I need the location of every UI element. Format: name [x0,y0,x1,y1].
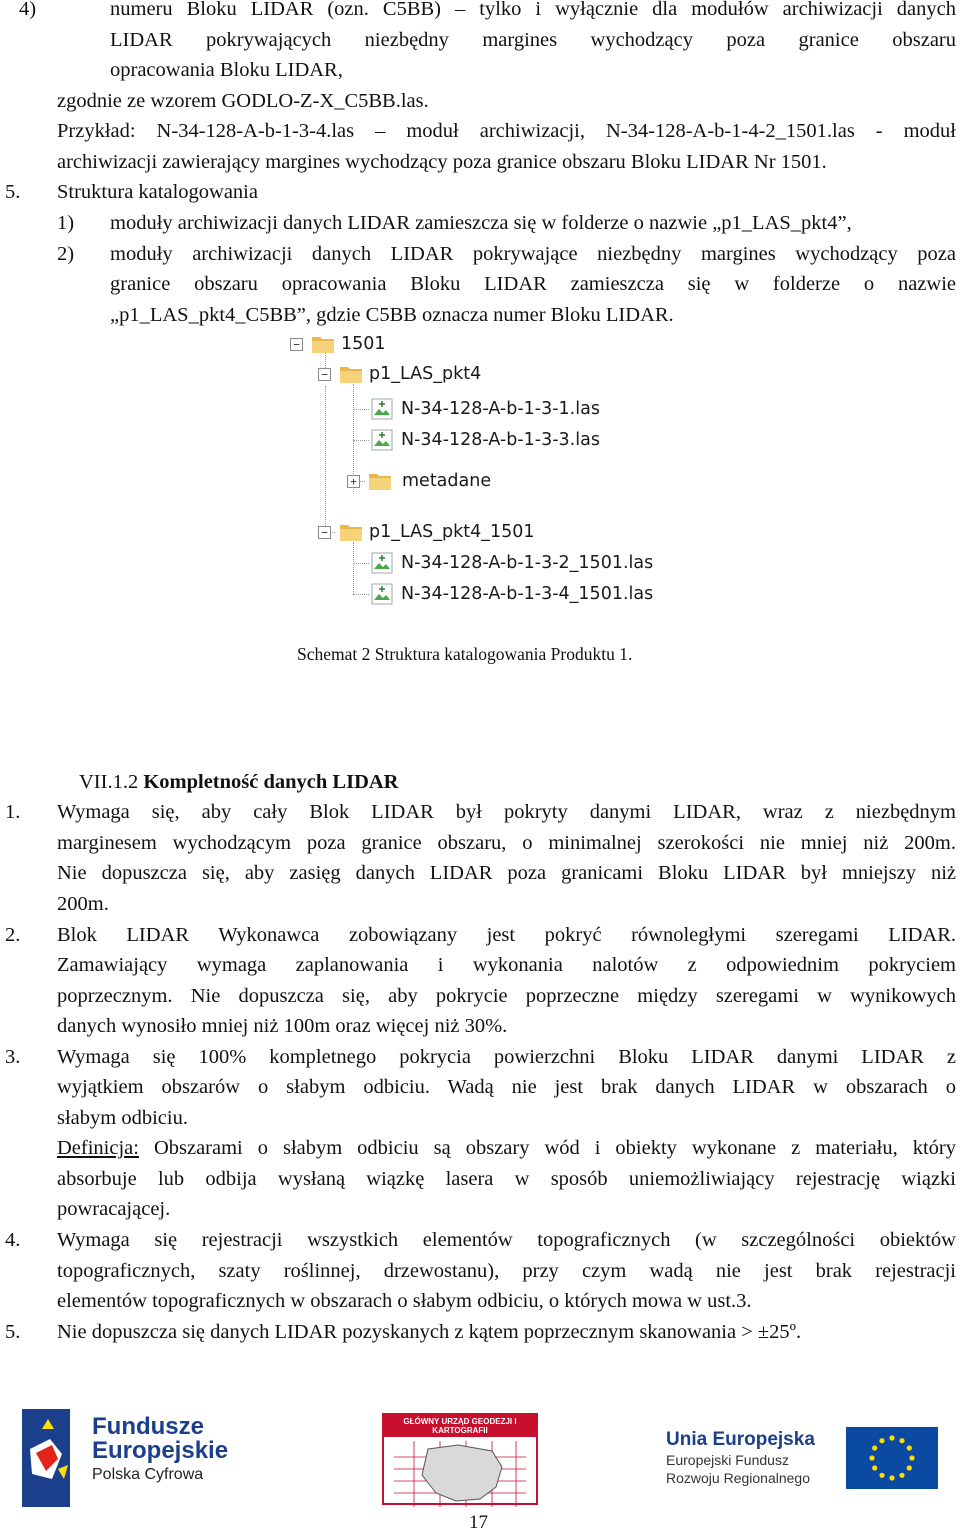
tree-node-root[interactable]: − 1501 [290,332,386,356]
expand-icon[interactable]: + [347,475,360,488]
text-line: Wymaga się rejestracji wszystkich elementów topograficznych (w szczególności obiektów [57,1229,956,1251]
item-number: 5. [5,1321,21,1343]
las-file-icon [371,398,393,420]
tree-node-folder[interactable]: − p1_LAS_pkt4_1501 [318,520,535,544]
text-line: opracowania Bloku LIDAR, [110,59,343,81]
item-number: 1. [5,801,21,823]
text-line: archiwizacji zawierający margines wychodzący poza granice obszaru Bloku LIDAR Nr 1501. [57,151,827,173]
definition-line [57,1133,956,1163]
text-line: granice obszaru opracowania Bloku LIDAR zamieszcza się w folderze o nazwie [110,273,956,295]
folder-icon [311,334,335,354]
eu-star [899,1438,904,1443]
section-title: Kompletność danych LIDAR [143,771,399,793]
text-line: absorbuje lub odbija wysłaną wiązkę lasera w sposób uniemożliwiający rejestrację wiązki [57,1168,956,1190]
text-line: marginesem wychodzącym poza granice obszaru, o minimalnej szerokości nie mniej niż 200m. [57,832,956,854]
footer-logos [0,1405,960,1515]
text-line: Nie dopuszcza się danych LIDAR pozyskanych z kątem poprzecznym skanowania > ±25º. [57,1321,802,1343]
fe-star-icon [22,1409,82,1507]
item-number: 4. [5,1229,21,1251]
tree-node-folder[interactable]: + metadane [347,469,491,493]
las-file-icon [371,429,393,451]
folder-icon [339,364,363,384]
folder-tree-figure [285,330,665,620]
text-line: elementów topograficznych w obszarach o słabym odbiciu, o których mowa w ust.3. [57,1290,752,1312]
collapse-icon[interactable]: − [318,368,331,381]
text-line: Zamawiający wymaga zaplanowania i wykonania nalotów z odpowiednim pokryciem [57,954,956,976]
fe-line: Europejskie [92,1437,229,1464]
poland-map-icon [384,1437,536,1509]
eu-star [907,1465,912,1470]
section-heading [79,767,398,797]
eu-star [879,1438,884,1443]
ue-line: Rozwoju Regionalnego [666,1470,810,1486]
tree-node-file[interactable]: N-34-128-A-b-1-3-4_1501.las [371,582,653,606]
eu-star [889,1435,894,1440]
section-number: VII.1.2 [79,771,139,793]
page-number: 17 [469,1512,488,1533]
text-line: Przykład: N-34-128-A-b-1-3-4.las – moduł archiwizacji, N-34-128-A-b-1-4-2_1501.las - moduł [57,120,956,142]
text-line: topograficznych, szaty roślinnej, drzewostanu), przy czym wadą nie jest brak rejestracji [57,1260,956,1282]
item-number: 2. [5,924,21,946]
item-number: 3. [5,1046,21,1068]
eu-star [909,1455,914,1460]
text-line: powracającej. [57,1198,171,1220]
las-file-icon [371,552,393,574]
eu-star [879,1473,884,1478]
text-line: Obszarami o słabym odbiciu są obszary wód i obiekty wykonane z materiału, który [138,1137,956,1159]
definition-label: Definicja: [57,1137,139,1159]
text-line: moduły archiwizacji danych LIDAR pokrywające niezbędny margines wychodzący poza [110,243,956,265]
fundusze-europejskie-logo [22,1409,242,1509]
text-line: Wymaga się, aby cały Blok LIDAR był pokryty danymi LIDAR, wraz z niezbędnym [57,801,956,823]
text-line: numeru Bloku LIDAR (ozn. C5BB) – tylko i wyłącznie dla modułów archiwizacji danych [110,0,956,20]
eu-star [907,1445,912,1450]
item-number: 2) [57,243,75,265]
text-line: Blok LIDAR Wykonawca zobowiązany jest pokryć równoległymi szeregami LIDAR. [57,924,956,946]
text-line: danych wynosiło mniej niż 100m oraz więcej niż 30%. [57,1015,508,1037]
figure-caption: Schemat 2 Struktura katalogowania Produktu 1. [297,644,633,664]
eu-star [872,1445,877,1450]
text-line: Nie dopuszcza się, aby zasięg danych LIDAR poza granicami Bloku LIDAR był mniejszy niż [57,862,956,884]
item-number: 4) [19,0,37,20]
unia-europejska-logo [666,1427,938,1497]
eu-star [869,1455,874,1460]
tree-node-file[interactable]: N-34-128-A-b-1-3-3.las [371,428,600,452]
eu-star [899,1473,904,1478]
ue-line: Unia Europejska [666,1429,815,1450]
text-line: słabym odbiciu. [57,1107,188,1129]
las-file-icon [371,583,393,605]
text-line: 200m. [57,893,109,915]
collapse-icon[interactable]: − [318,526,331,539]
text-line: moduły archiwizacji danych LIDAR zamieszcza się w folderze o nazwie „p1_LAS_pkt4”, [110,212,852,234]
gugik-text: GŁÓWNY URZĄD GEODEZJI I KARTOGRAFII [384,1415,536,1437]
tree-node-folder[interactable]: − p1_LAS_pkt4 [318,362,481,386]
item-number: 1) [57,212,75,234]
text-line: zgodnie ze wzorem GODLO-Z-X_C5BB.las. [57,90,429,112]
gugik-logo [382,1413,538,1505]
text-line: poprzecznym. Nie dopuszcza się, aby pokrycie poprzeczne między szeregami w wynikowych [57,985,956,1007]
item-number: 5. [5,181,21,203]
folder-icon [339,522,363,542]
text-line: Wymaga się 100% kompletnego pokrycia powierzchni Bloku LIDAR danymi LIDAR z [57,1046,956,1068]
collapse-icon[interactable]: − [290,338,303,351]
tree-node-file[interactable]: N-34-128-A-b-1-3-2_1501.las [371,551,653,575]
tree-node-file[interactable]: N-34-128-A-b-1-3-1.las [371,397,600,421]
folder-icon [368,471,392,491]
eu-star [872,1465,877,1470]
text-line: „p1_LAS_pkt4_C5BB”, gdzie C5BB oznacza numer Bloku LIDAR. [110,304,674,326]
ue-line: Europejski Fundusz [666,1452,789,1468]
text-line: LIDAR pokrywających niezbędny margines wychodzący poza granice obszaru [110,29,956,51]
text-line: wyjątkiem obszarów o słabym odbiciu. Wadą nie jest brak danych LIDAR w obszarach o [57,1076,956,1098]
eu-star [889,1475,894,1480]
section-title: Struktura katalogowania [57,181,258,203]
fe-line: Fundusze [92,1413,204,1440]
fe-line: Polska Cyfrowa [92,1466,204,1483]
eu-flag-icon [846,1427,938,1489]
